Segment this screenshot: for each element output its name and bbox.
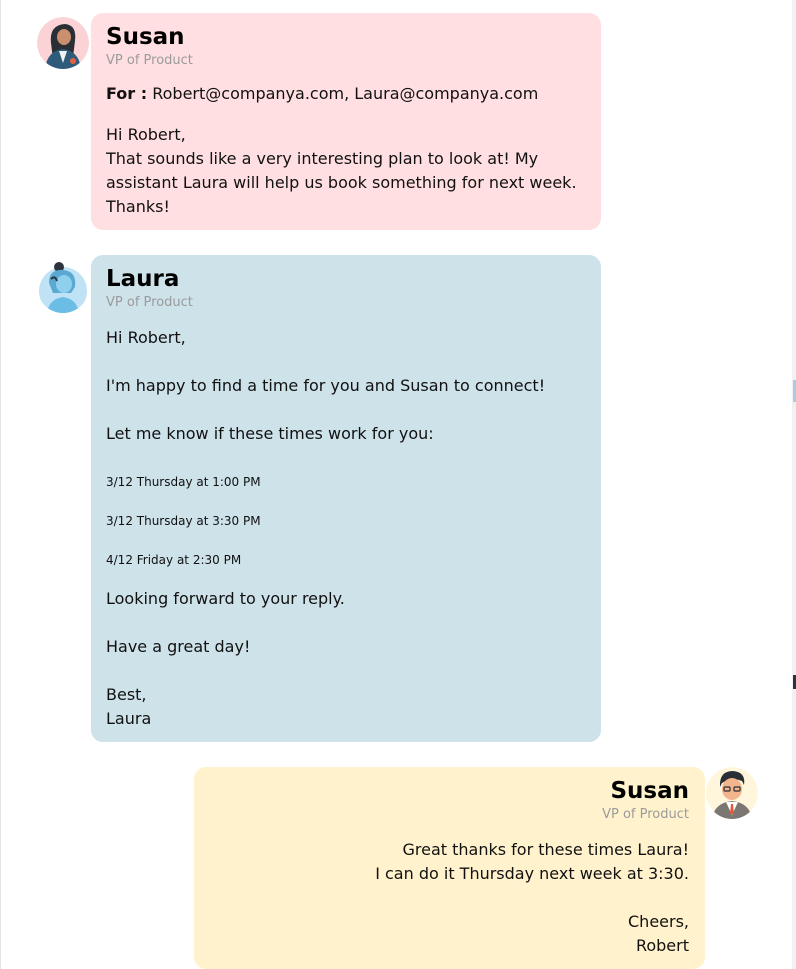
message-line: Hi Robert, <box>106 328 186 347</box>
message-line: Great thanks for these times Laura! <box>402 840 689 859</box>
scrollbar-track[interactable] <box>792 0 796 969</box>
sender-name: Laura <box>106 266 180 292</box>
left-border <box>0 0 1 969</box>
woman-avatar-icon <box>37 17 89 69</box>
time-option: 4/12 Friday at 2:30 PM <box>106 553 242 567</box>
message-line: Hi Robert, <box>106 125 186 144</box>
message-line: Looking forward to your reply. <box>106 589 345 608</box>
message-line: Let me know if these times work for you: <box>106 424 434 443</box>
message-line: assistant Laura will help us book something for next week. <box>106 173 577 192</box>
message-line: I'm happy to find a time for you and Susan to connect! <box>106 376 546 395</box>
message-line: Laura <box>106 709 152 728</box>
sender-name: Susan <box>106 24 185 50</box>
time-option: 3/12 Thursday at 3:30 PM <box>106 514 261 528</box>
recipients-label: For : <box>106 84 148 103</box>
sender-role: VP of Product <box>106 53 193 68</box>
message-line: That sounds like a very interesting plan to look at! My <box>106 149 539 168</box>
message-line: Robert <box>635 936 689 955</box>
message-line: Thanks! <box>106 197 170 216</box>
recipients-line <box>106 82 538 106</box>
sender-name: Susan <box>610 778 689 804</box>
message-line: I can do it Thursday next week at 3:30. <box>375 864 689 883</box>
sender-role: VP of Product <box>106 295 193 310</box>
message-line: Best, <box>106 685 147 704</box>
message-line: Have a great day! <box>106 637 251 656</box>
woman-avatar-icon <box>37 261 89 313</box>
recipients-value: Robert@companya.com, Laura@companya.com <box>152 84 539 103</box>
sender-role: VP of Product <box>602 807 689 822</box>
time-option: 3/12 Thursday at 1:00 PM <box>106 475 261 489</box>
man-avatar-icon <box>706 767 758 819</box>
message-line: Cheers, <box>628 912 689 931</box>
